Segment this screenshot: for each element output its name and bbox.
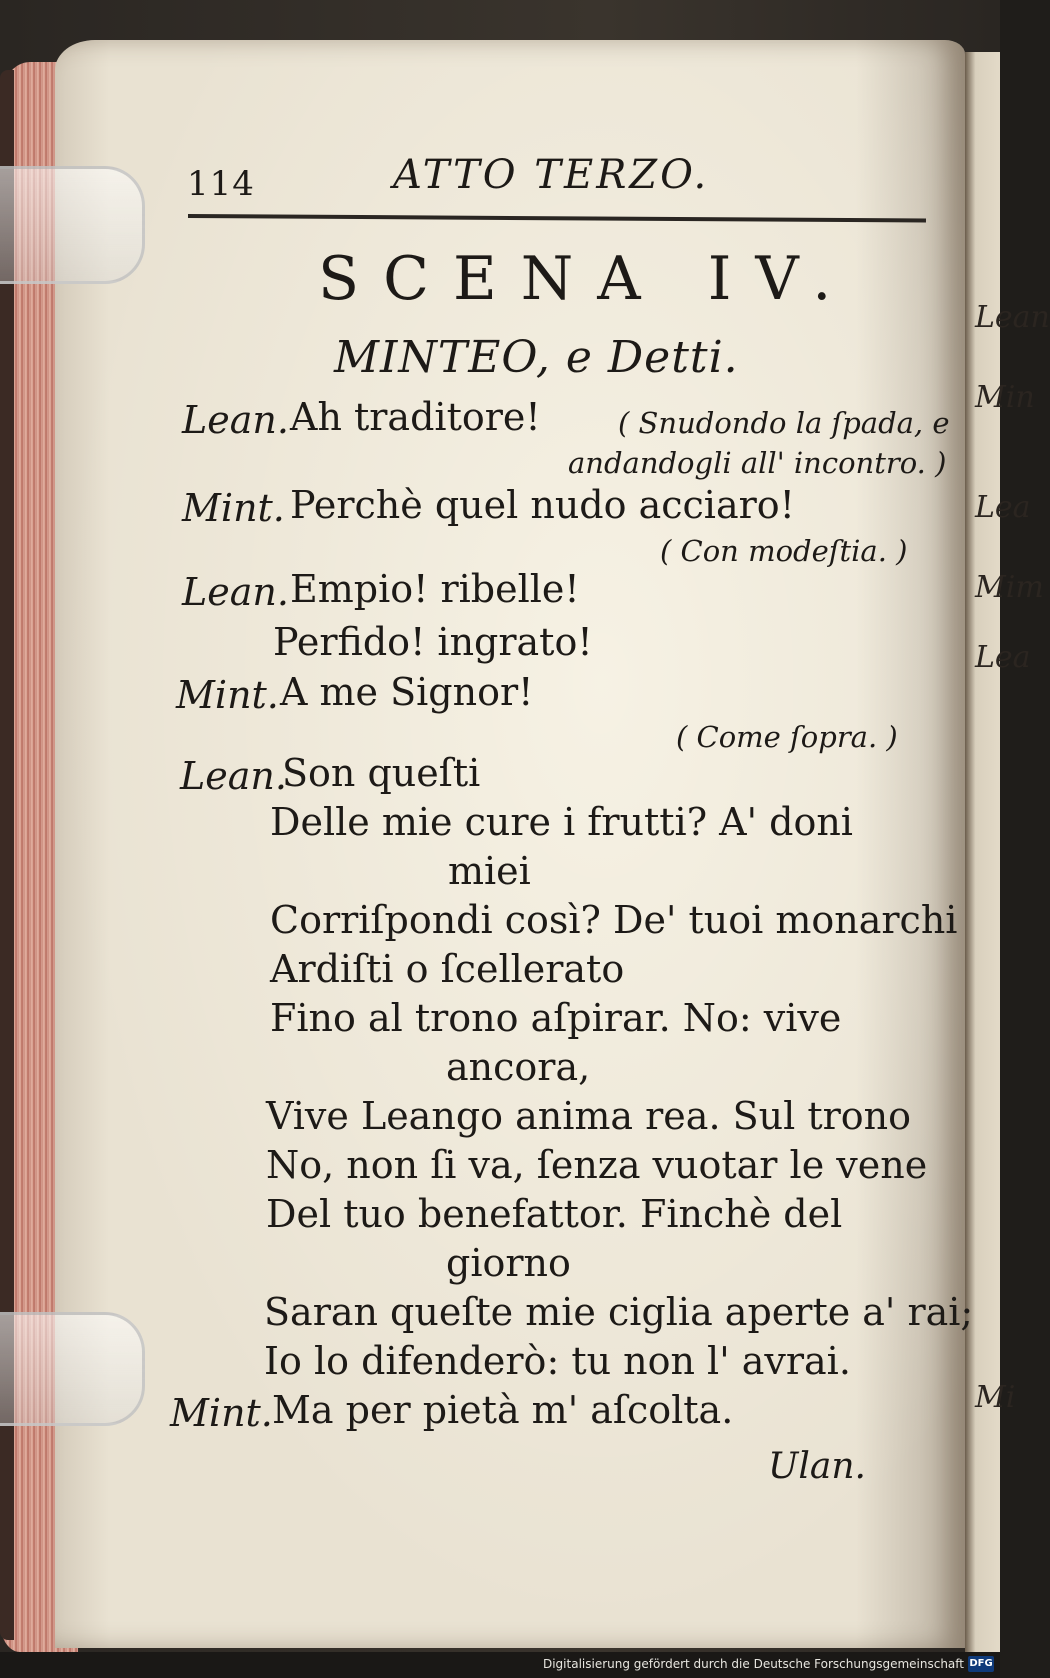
verse-line: Perfido! ingrato! bbox=[273, 620, 593, 664]
scene-title: SCENA IV. bbox=[318, 244, 856, 314]
running-head: ATTO TERZO. bbox=[393, 152, 710, 198]
page-number: 114 bbox=[187, 164, 255, 204]
digitization-footer bbox=[0, 1652, 1000, 1678]
verse-line: miei bbox=[448, 849, 531, 893]
facing-page-fragment: Mi bbox=[975, 1380, 1016, 1415]
verse-line: Ma per pietà m' aſcolta. bbox=[272, 1388, 734, 1432]
verse-line: Corriſpondi così? De' tuoi monarchi bbox=[270, 898, 958, 942]
speaker-label: Lean. bbox=[182, 570, 289, 614]
speaker-label: Lean. bbox=[182, 398, 289, 442]
verse-line: ancora, bbox=[446, 1045, 591, 1089]
dfg-logo: DFG bbox=[968, 1656, 994, 1672]
facing-page-fragment: Lean bbox=[975, 300, 1050, 335]
verse-line: Ardiſti o ſcellerato bbox=[270, 947, 625, 991]
verse-line: Empio! ribelle! bbox=[290, 567, 580, 611]
page-clip-top bbox=[0, 166, 145, 284]
verse-line: Saran queſte mie ciglia aperte a' rai; bbox=[264, 1290, 974, 1334]
verse-line: No, non ſi va, ſenza vuotar le vene bbox=[266, 1143, 928, 1187]
scene-characters: MINTEO, e Detti. bbox=[334, 332, 739, 383]
catchword: Ulan. bbox=[768, 1446, 866, 1487]
facing-page-fragment: Lea bbox=[975, 490, 1031, 525]
speaker-label: Mint. bbox=[176, 673, 279, 717]
stage-direction: andandogli all' incontro. ) bbox=[568, 446, 947, 480]
verse-line: Fino al trono aſpirar. No: vive bbox=[270, 996, 842, 1040]
page-clip-bottom bbox=[0, 1312, 145, 1426]
speaker-label: Mint. bbox=[182, 486, 285, 530]
facing-page-fragment: Mim bbox=[975, 570, 1044, 605]
verse-line: A me Signor! bbox=[280, 670, 534, 714]
verse-line: Perchè quel nudo acciaro! bbox=[290, 483, 795, 527]
verse-line: Delle mie cure i frutti? A' doni bbox=[270, 800, 853, 844]
verse-line: Vive Leango anima rea. Sul trono bbox=[266, 1094, 912, 1138]
speaker-label: Mint. bbox=[170, 1391, 273, 1435]
facing-page-fragment: Lea bbox=[975, 640, 1031, 675]
speaker-label: Lean. bbox=[180, 754, 287, 798]
stage-direction: ( Con modeſtia. ) bbox=[660, 534, 908, 568]
footer-credit: Digitalisierung gefördert durch die Deutsche Forschungsgemeinschaft bbox=[542, 1657, 964, 1671]
verse-line: Io lo difenderò: tu non l' avrai. bbox=[264, 1339, 851, 1383]
stage-direction: ( Come ſopra. ) bbox=[676, 720, 898, 754]
verse-line: Del tuo benefattor. Finchè del bbox=[266, 1192, 843, 1236]
stage-direction: ( Snudondo la ſpada, e bbox=[618, 406, 950, 440]
facing-page-fragment: Min bbox=[975, 380, 1035, 415]
verse-line: Ah traditore! bbox=[290, 395, 541, 439]
verse-line: giorno bbox=[446, 1241, 571, 1285]
verse-line: Son queſti bbox=[282, 751, 481, 795]
